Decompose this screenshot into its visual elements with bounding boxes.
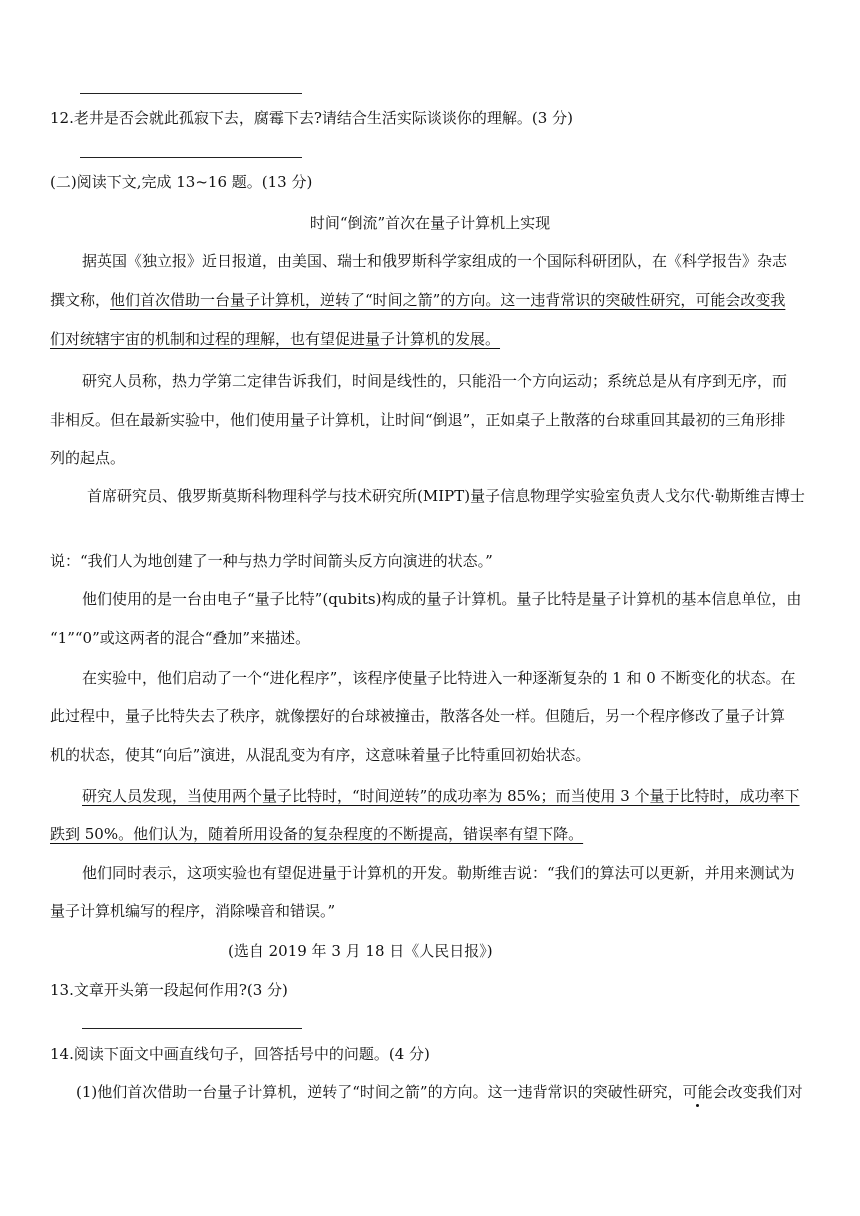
paragraph-7-line-2: 量子计算机编写的程序，消除噪音和错误。” bbox=[50, 902, 336, 920]
question-12: 12.老井是否会就此孤寂下去，腐霉下去?请结合生活实际谈谈你的理解。(3 分) bbox=[50, 109, 573, 127]
question-14-part-1-tail: 会改变我们对 bbox=[712, 1083, 803, 1101]
emphasis-dotted-word: 可能 bbox=[682, 1083, 713, 1101]
paragraph-4-line-2: “1”“0”或这两者的混合“叠加”来描述。 bbox=[50, 629, 311, 647]
paragraph-1-line-2 bbox=[50, 290, 810, 310]
paragraph-1-line-3: 们对统辖宇宙的机制和过程的理解，也有望促进量子计算机的发展。 bbox=[50, 330, 501, 348]
answer-line-q13 bbox=[82, 1028, 302, 1029]
question-14-part-1 bbox=[76, 1082, 810, 1102]
paragraph-7-line-1: 他们同时表示，这项实验也有望促进量于计算机的开发。勒斯维吉说：“我们的算法可以更新，并用来测试为 bbox=[82, 864, 795, 882]
answer-line-q11 bbox=[80, 93, 302, 94]
paragraph-2-line-3: 列的起点。 bbox=[50, 449, 126, 467]
paragraph-3-line-2: 说：“我们人为地创建了一种与热力学时间箭头反方向演进的状态。” bbox=[50, 552, 493, 570]
question-14: 14.阅读下面文中画直线句子，回答括号中的问题。(4 分) bbox=[50, 1045, 430, 1063]
section-2-heading: (二)阅读下文,完成 13~16 题。(13 分) bbox=[50, 173, 313, 191]
paragraph-5-line-1: 在实验中，他们启动了一个“进化程序”，该程序使量子比特进入一种逐渐复杂的 1 和 0 不断变化的状态。在 bbox=[82, 669, 796, 687]
paragraph-3-line-1: 首席研究员、俄罗斯莫斯科物理科学与技术研究所(MIPT)量子信息物理学实验室负责人戈尔代·勒斯维吉博士 bbox=[87, 487, 805, 505]
paragraph-2-line-2: 非相反。但在最新实验中，他们使用量子计算机，让时间“倒退”，正如桌子上散落的台球重回其最初的三角形排 bbox=[50, 411, 786, 429]
article-title: 时间“倒流”首次在量子计算机上实现 bbox=[309, 214, 551, 232]
paragraph-4-line-1: 他们使用的是一台由电子“量子比特”(qubits)构成的量子计算机。量子比特是量子计算机的基本信息单位，由 bbox=[82, 590, 802, 608]
paragraph-5-line-2: 此过程中，量子比特失去了秩序，就像摆好的台球被撞击，散落各处一样。但随后，另一个程序修改了量子计算 bbox=[50, 707, 786, 725]
paragraph-1-line-2-lead: 撰文称， bbox=[50, 291, 111, 309]
paragraph-5-line-3: 机的状态，使其“向后”演进，从混乱变为有序，这意味着量子比特重回初始状态。 bbox=[50, 746, 591, 764]
answer-line-q12 bbox=[80, 157, 302, 158]
underlined-sentence: 他们首次借助一台量子计算机，逆转了“时间之箭”的方向。这一违背常识的突破性研究，可能会改变我 bbox=[110, 291, 786, 309]
paragraph-2-line-1: 研究人员称，热力学第二定律告诉我们，时间是线性的，只能沿一个方向运动；系统总是从有序到无序，而 bbox=[82, 372, 788, 390]
paragraph-1-line-1: 据英国《独立报》近日报道，由美国、瑞士和俄罗斯科学家组成的一个国际科研团队，在《科学报告》杂志 bbox=[82, 252, 788, 270]
question-13: 13.文章开头第一段起何作用?(3 分) bbox=[50, 981, 288, 999]
question-14-part-1-text: (1)他们首次借助一台量子计算机，逆转了“时间之箭”的方向。这一违背常识的突破性研究， bbox=[76, 1083, 683, 1101]
source-citation: (选自 2019 年 3 月 18 日《人民日报》) bbox=[228, 942, 493, 960]
paragraph-6-line-2: 跌到 50%。他们认为，随着所用设备的复杂程度的不断提高，错误率有望下降。 bbox=[50, 825, 584, 843]
paragraph-6-line-1: 研究人员发现，当使用两个量子比特时，“时间逆转”的成功率为 85%；而当使用 3 个量于比特时，成功率下 bbox=[82, 787, 800, 805]
